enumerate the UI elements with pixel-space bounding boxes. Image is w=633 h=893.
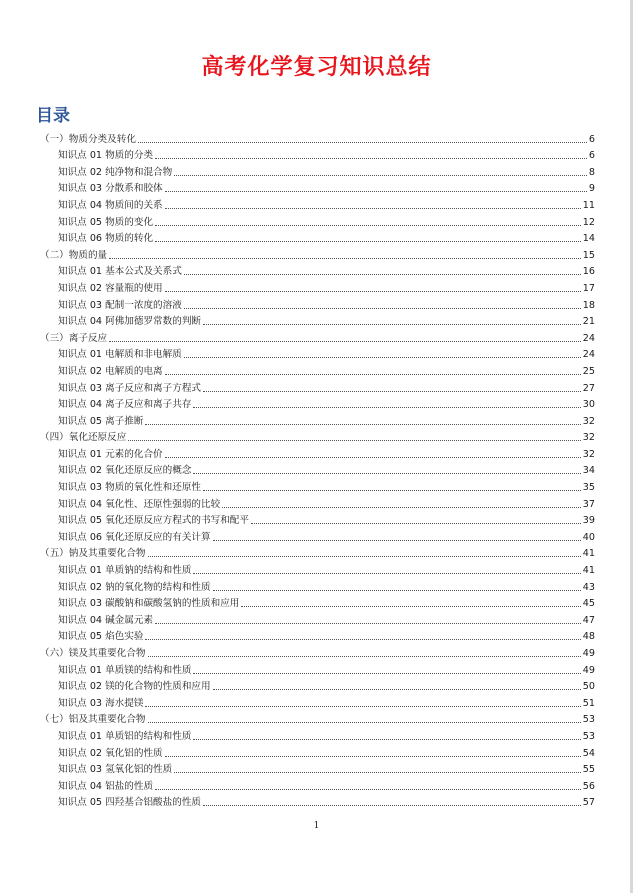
toc-entry-page: 11 [582,199,595,211]
toc-entry-page: 48 [582,631,595,643]
toc-dot-leader [145,639,580,640]
toc-entry-label: 知识点 01 电解质和非电解质 [58,349,182,361]
toc-section-entry[interactable] [40,179,595,196]
toc-entry-label: 知识点 02 镁的化合物的性质和应用 [58,681,211,693]
toc-section-entry[interactable] [40,461,595,478]
toc-dot-leader [155,623,581,624]
toc-entry-page: 49 [582,664,595,676]
toc-dot-leader [109,258,581,259]
toc-entry-label: 知识点 06 物质的转化 [58,233,154,245]
toc-entry-page: 32 [582,432,595,444]
toc-entry-page: 15 [582,249,595,261]
toc-entry-label: 知识点 06 氧化还原反应的有关计算 [58,531,211,543]
toc-entry-label: 知识点 05 氧化还原反应方程式的书写和配平 [58,515,249,527]
toc-entry-page: 53 [582,730,595,742]
toc-dot-leader [203,391,581,392]
toc-chapter-entry[interactable] [40,245,595,262]
toc-section-entry[interactable] [40,345,595,362]
toc-section-entry[interactable] [40,726,595,743]
toc-section-entry[interactable] [40,693,595,710]
toc-entry-page: 32 [582,448,595,460]
toc-entry-label: 知识点 03 海水提镁 [58,697,144,709]
toc-entry-page: 40 [582,531,595,543]
toc-dot-leader [155,789,581,790]
page-number: 1 [313,821,320,831]
toc-section-entry[interactable] [40,793,595,810]
toc-entry-page: 27 [582,382,595,394]
toc-dot-leader [193,673,580,674]
toc-entry-label: 知识点 05 焰色实验 [58,631,144,643]
toc-entry-page: 14 [582,233,595,245]
toc-entry-label: （二）物质的量 [40,249,108,261]
toc-dot-leader [155,158,587,159]
toc-dot-leader [145,706,580,707]
toc-entry-label: （六）镁及其重要化合物 [40,648,146,659]
toc-section-entry[interactable] [40,477,595,494]
toc-entry-label: 知识点 03 氢氧化铝的性质 [58,764,173,776]
toc-dot-leader [184,274,581,275]
toc-entry-page: 50 [582,681,595,693]
toc-entry-label: （一）物质分类及转化 [40,133,136,145]
toc-entry-label: 知识点 04 阿佛加德罗常数的判断 [58,316,202,328]
toc-dot-leader [184,308,581,309]
toc-dot-leader [165,756,581,757]
toc-chapter-entry[interactable] [40,710,595,727]
toc-entry-page: 45 [582,598,595,610]
toc-dot-leader [241,606,580,607]
toc-entry-label: 知识点 03 配制一浓度的溶液 [58,299,182,311]
toc-section-entry[interactable] [40,361,595,378]
toc-entry-label: （七）铝及其重要化合物 [40,714,146,726]
toc-section-entry[interactable] [40,195,595,212]
toc-entry-label: 知识点 01 基本公式及关系式 [58,266,182,278]
toc-dot-leader [203,324,581,325]
toc-entry-label: 知识点 04 碱金属元素 [58,614,154,626]
toc-section-entry[interactable] [40,776,595,793]
toc-chapter-entry[interactable] [40,643,595,660]
toc-section-entry[interactable] [40,162,595,179]
toc-dot-leader [203,805,581,806]
toc-section-entry[interactable] [40,312,595,329]
toc-section-entry[interactable] [40,494,595,511]
toc-dot-leader [193,573,580,574]
toc-entry-page: 57 [582,797,595,809]
toc-entry-page: 30 [582,399,595,411]
toc-entry-page: 39 [582,515,595,527]
document-title: 高考化学复习知识总结 [201,55,432,80]
toc-section-entry[interactable] [40,594,595,611]
toc-entry-page: 8 [588,166,595,178]
toc-section-entry[interactable] [40,395,595,412]
toc-section-entry[interactable] [40,262,595,279]
toc-section-entry[interactable] [40,411,595,428]
toc-entry-page: 12 [582,216,595,228]
toc-heading: 目录 [36,106,70,126]
toc-entry-page: 6 [588,150,595,162]
toc-section-entry[interactable] [40,560,595,577]
toc-section-entry[interactable] [40,378,595,395]
toc-section-entry[interactable] [40,146,595,163]
toc-entry-label: 知识点 03 离子反应和离子方程式 [58,382,202,394]
toc-entry-label: 知识点 01 单质镁的结构和性质 [58,664,192,676]
toc-entry-label: 知识点 03 物质的氧化性和还原性 [58,482,202,494]
toc-entry-page: 6 [588,133,595,145]
toc-entry-page: 24 [582,332,595,344]
toc-chapter-entry[interactable] [40,544,595,561]
toc-section-entry[interactable] [40,527,595,544]
table-of-contents [40,129,595,809]
toc-entry-label: （五）钠及其重要化合物 [40,548,146,560]
toc-entry-page: 16 [582,266,595,278]
toc-dot-leader [128,440,580,441]
toc-dot-leader [222,507,581,508]
toc-section-entry[interactable] [40,577,595,594]
toc-entry-page: 25 [582,365,595,377]
toc-dot-leader [145,424,580,425]
toc-entry-page: 35 [582,482,595,494]
toc-entry-page: 41 [582,565,595,577]
toc-section-entry[interactable] [40,229,595,246]
toc-dot-leader [213,689,581,690]
toc-entry-page: 21 [582,316,595,328]
toc-entry-label: 知识点 01 单质铝的结构和性质 [58,730,192,742]
toc-dot-leader [165,291,581,292]
toc-entry-page: 56 [582,780,595,792]
toc-section-entry[interactable] [40,295,595,312]
toc-dot-leader [148,556,581,557]
toc-chapter-entry[interactable] [40,328,595,345]
toc-dot-leader [213,540,581,541]
toc-section-entry[interactable] [40,743,595,760]
toc-section-entry[interactable] [40,677,595,694]
toc-section-entry[interactable] [40,760,595,777]
toc-entry-page: 17 [582,282,595,294]
toc-entry-label: （四）氧化还原反应 [40,432,127,444]
toc-entry-page: 43 [582,581,595,593]
toc-entry-label: 知识点 02 电解质的电离 [58,365,163,377]
toc-entry-label: 知识点 02 钠的氧化物的结构和性质 [58,581,211,593]
toc-chapter-entry[interactable] [40,129,595,146]
toc-dot-leader [203,490,581,491]
toc-dot-leader [148,722,581,723]
toc-dot-leader [165,457,581,458]
toc-dot-leader [138,142,587,143]
toc-dot-leader [148,656,581,657]
toc-section-entry[interactable] [40,660,595,677]
toc-entry-label: 知识点 03 分散系和胶体 [58,183,163,195]
toc-dot-leader [174,772,581,773]
toc-dot-leader [109,341,581,342]
toc-entry-page: 49 [582,648,595,659]
toc-dot-leader [155,241,581,242]
toc-dot-leader [193,473,580,474]
toc-dot-leader [213,590,581,591]
toc-entry-page: 34 [582,465,595,477]
toc-entry-label: 知识点 01 物质的分类 [58,150,154,162]
toc-dot-leader [193,407,580,408]
toc-entry-label: （三）离子反应 [40,332,108,344]
toc-dot-leader [193,739,580,740]
toc-section-entry[interactable] [40,511,595,528]
toc-section-entry[interactable] [40,278,595,295]
toc-entry-label: 知识点 04 离子反应和离子共存 [58,399,192,411]
toc-dot-leader [174,175,587,176]
toc-entry-page: 51 [582,697,595,709]
toc-entry-label: 知识点 04 氧化性、还原性强弱的比较 [58,498,221,510]
toc-section-entry[interactable] [40,610,595,627]
toc-section-entry[interactable] [40,444,595,461]
toc-dot-leader [165,374,581,375]
toc-entry-label: 知识点 04 物质间的关系 [58,199,163,211]
toc-entry-label: 知识点 05 物质的变化 [58,216,154,228]
toc-entry-page: 9 [588,183,595,195]
toc-entry-label: 知识点 05 四羟基合铝酸盐的性质 [58,797,202,809]
toc-entry-label: 知识点 01 单质钠的结构和性质 [58,565,192,577]
toc-entry-page: 24 [582,349,595,361]
toc-entry-label: 知识点 01 元素的化合价 [58,448,163,460]
toc-chapter-entry[interactable] [40,428,595,445]
toc-entry-label: 知识点 02 纯净物和混合物 [58,166,173,178]
toc-entry-label: 知识点 04 铝盐的性质 [58,780,154,792]
toc-dot-leader [155,225,581,226]
toc-entry-page: 55 [582,764,595,776]
toc-entry-label: 知识点 05 离子推断 [58,415,144,427]
toc-entry-page: 53 [582,714,595,726]
toc-section-entry[interactable] [40,627,595,644]
toc-entry-page: 41 [582,548,595,560]
toc-dot-leader [165,191,587,192]
toc-entry-page: 32 [582,415,595,427]
toc-entry-label: 知识点 03 碳酸钠和碳酸氢钠的性质和应用 [58,598,240,610]
toc-entry-page: 18 [582,299,595,311]
toc-entry-page: 54 [582,747,595,759]
toc-entry-label: 知识点 02 氧化还原反应的概念 [58,465,192,477]
toc-dot-leader [165,208,581,209]
toc-entry-label: 知识点 02 容量瓶的使用 [58,282,163,294]
toc-entry-page: 47 [582,614,595,626]
toc-dot-leader [251,523,581,524]
toc-entry-page: 37 [582,498,595,510]
toc-section-entry[interactable] [40,212,595,229]
toc-entry-label: 知识点 02 氧化铝的性质 [58,747,163,759]
toc-dot-leader [184,357,581,358]
